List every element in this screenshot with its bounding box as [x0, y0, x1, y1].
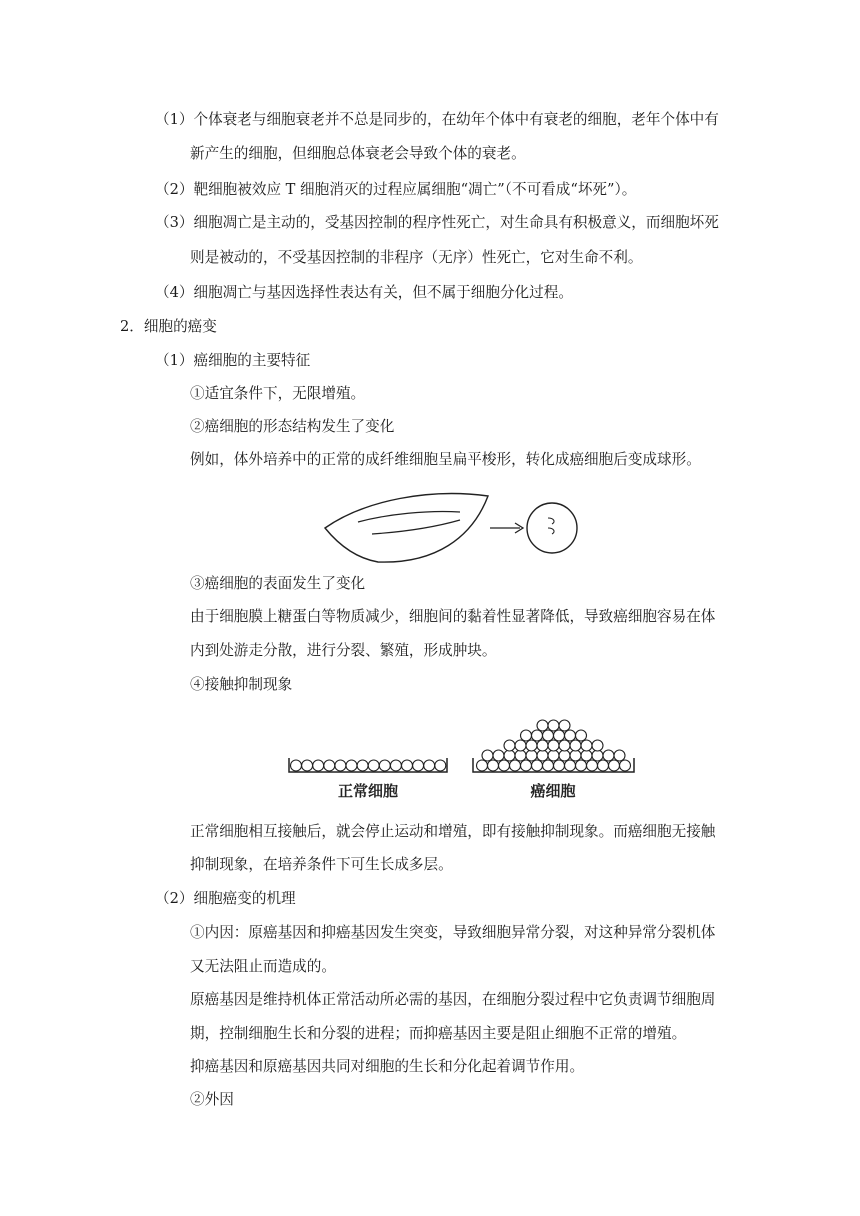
cancer-cell	[537, 740, 548, 751]
spindle-nucleus-line-1	[358, 511, 460, 522]
para-3-line-2: 则是被动的，不受基因控制的非程序（无序）性死亡，它对生命不利。	[190, 249, 643, 266]
cancer-cell	[537, 720, 548, 731]
normal-cell	[313, 760, 324, 771]
cancer-cell	[565, 730, 576, 741]
cancer-cell	[565, 760, 576, 771]
cancer-cell	[559, 740, 570, 751]
para-3-line-1: （3）细胞凋亡是主动的，受基因控制的程序性死亡，对生命具有积极意义，而细胞坏死	[155, 214, 719, 231]
cancer-cell	[592, 740, 603, 751]
feature-4-line-2: 抑制现象，在培养条件下可生长成多层。	[190, 856, 453, 873]
normal-cells-monolayer	[289, 758, 447, 772]
subsection-2-heading: （2）细胞癌变的机理	[155, 890, 296, 907]
cell-shape-figure	[320, 488, 580, 570]
feature-3-line-1: 由于细胞膜上糖蛋白等物质减少，细胞间的黏着性显著降低，导致癌细胞容易在体	[190, 608, 716, 625]
normal-cell	[302, 760, 313, 771]
feature-1: ①适宜条件下，无限增殖。	[190, 385, 366, 402]
cancer-cell	[581, 750, 592, 761]
normal-cell	[335, 760, 346, 771]
cancer-cell	[554, 730, 565, 741]
mechanism-1-line-2: 又无法阻止而造成的。	[190, 958, 336, 975]
cancer-cell	[521, 760, 532, 771]
section-2-heading: 2．细胞的癌变	[120, 318, 217, 335]
mechanism-1-line-1: ①内因：原癌基因和抑癌基因发生突变，导致细胞异常分裂，对这种异常分裂机体	[190, 924, 716, 941]
cancer-cell	[477, 760, 488, 771]
normal-cell	[368, 760, 379, 771]
normal-cell	[357, 760, 368, 771]
mechanism-4: ②外因	[190, 1091, 234, 1108]
cancer-cell	[543, 760, 554, 771]
normal-cell	[402, 760, 413, 771]
cancer-cell	[614, 750, 625, 761]
para-1-line-2: 新产生的细胞，但细胞总体衰老会导致个体的衰老。	[190, 145, 526, 162]
cancer-cell	[499, 760, 510, 771]
feature-4: ④接触抑制现象	[190, 676, 293, 693]
cancer-cell	[515, 740, 526, 751]
feature-4-line-1: 正常细胞相互接触后，就会停止运动和增殖，即有接触抑制现象。而癌细胞无接触	[190, 823, 716, 840]
cancer-cell	[526, 740, 537, 751]
cancer-cell	[510, 760, 521, 771]
cancer-cell	[526, 750, 537, 761]
cancer-cell	[570, 740, 581, 751]
spindle-cell-outline	[325, 494, 488, 563]
cancer-cell	[504, 750, 515, 761]
mechanism-3: 抑癌基因和原癌基因共同对细胞的生长和分化起着调节作用。	[190, 1058, 585, 1075]
cancer-cell	[532, 760, 543, 771]
fig-label-normal: 正常细胞	[337, 782, 399, 800]
para-4: （4）细胞凋亡与基因选择性表达有关，但不属于细胞分化过程。	[155, 284, 573, 301]
normal-cell	[390, 760, 401, 771]
mechanism-2-line-1: 原癌基因是维持机体正常活动所必需的基因，在细胞分裂过程中它负责调节细胞周	[190, 991, 716, 1008]
normal-cell	[291, 760, 302, 771]
para-1-line-1: （1）个体衰老与细胞衰老并不总是同步的，在幼年个体中有衰老的细胞，老年个体中有	[155, 111, 719, 128]
cancer-cell	[587, 760, 598, 771]
normal-cell	[346, 760, 357, 771]
spherical-cell-outline	[527, 503, 577, 553]
normal-cell	[424, 760, 435, 771]
cancer-cell	[548, 740, 559, 751]
cancer-cell	[548, 720, 559, 731]
cancer-cell	[559, 720, 570, 731]
cancer-cell	[521, 730, 532, 741]
normal-cell	[435, 760, 446, 771]
cancer-cell	[609, 760, 620, 771]
subsection-1-heading: （1）癌细胞的主要特征	[155, 352, 311, 369]
normal-cell	[379, 760, 390, 771]
cancer-cells-multilayer	[473, 720, 634, 772]
cancer-cell	[559, 750, 570, 761]
cancer-cell	[598, 760, 609, 771]
feature-2-example: 例如，体外培养中的正常的成纤维细胞呈扁平梭形，转化成癌细胞后变成球形。	[190, 451, 701, 468]
feature-3: ③癌细胞的表面发生了变化	[190, 575, 366, 592]
sphere-nucleus-mark-1	[548, 518, 554, 524]
spindle-nucleus-line-2	[372, 520, 460, 534]
cancer-cell	[603, 750, 614, 761]
cancer-cell	[576, 760, 587, 771]
cancer-cell	[576, 730, 587, 741]
cancer-cell	[570, 750, 581, 761]
cancer-cell	[532, 730, 543, 741]
cancer-cell	[493, 750, 504, 761]
feature-3-line-2: 内到处游走分散，进行分裂、繁殖，形成肿块。	[190, 642, 497, 659]
cancer-cell	[482, 750, 493, 761]
cancer-cell	[554, 760, 565, 771]
cancer-cell	[515, 750, 526, 761]
contact-inhibition-figure	[285, 712, 640, 806]
cancer-cell	[504, 740, 515, 751]
cancer-cell	[488, 760, 499, 771]
normal-cell	[413, 760, 424, 771]
sphere-nucleus-mark-2	[548, 528, 554, 534]
cancer-cell	[592, 750, 603, 761]
cancer-cell	[581, 740, 592, 751]
fig-label-cancer: 癌细胞	[530, 782, 576, 800]
cancer-cell	[537, 750, 548, 761]
mechanism-2-line-2: 期，控制细胞生长和分裂的进程；而抑癌基因主要是阻止细胞不正常的增殖。	[190, 1025, 687, 1042]
normal-cell	[324, 760, 335, 771]
para-2: （2）靶细胞被效应 T 细胞消灭的过程应属细胞“凋亡”（不可看成“坏死”）。	[155, 181, 637, 198]
cancer-cell	[620, 760, 631, 771]
cancer-cell	[548, 750, 559, 761]
cancer-cell	[543, 730, 554, 741]
feature-2: ②癌细胞的形态结构发生了变化	[190, 418, 395, 435]
